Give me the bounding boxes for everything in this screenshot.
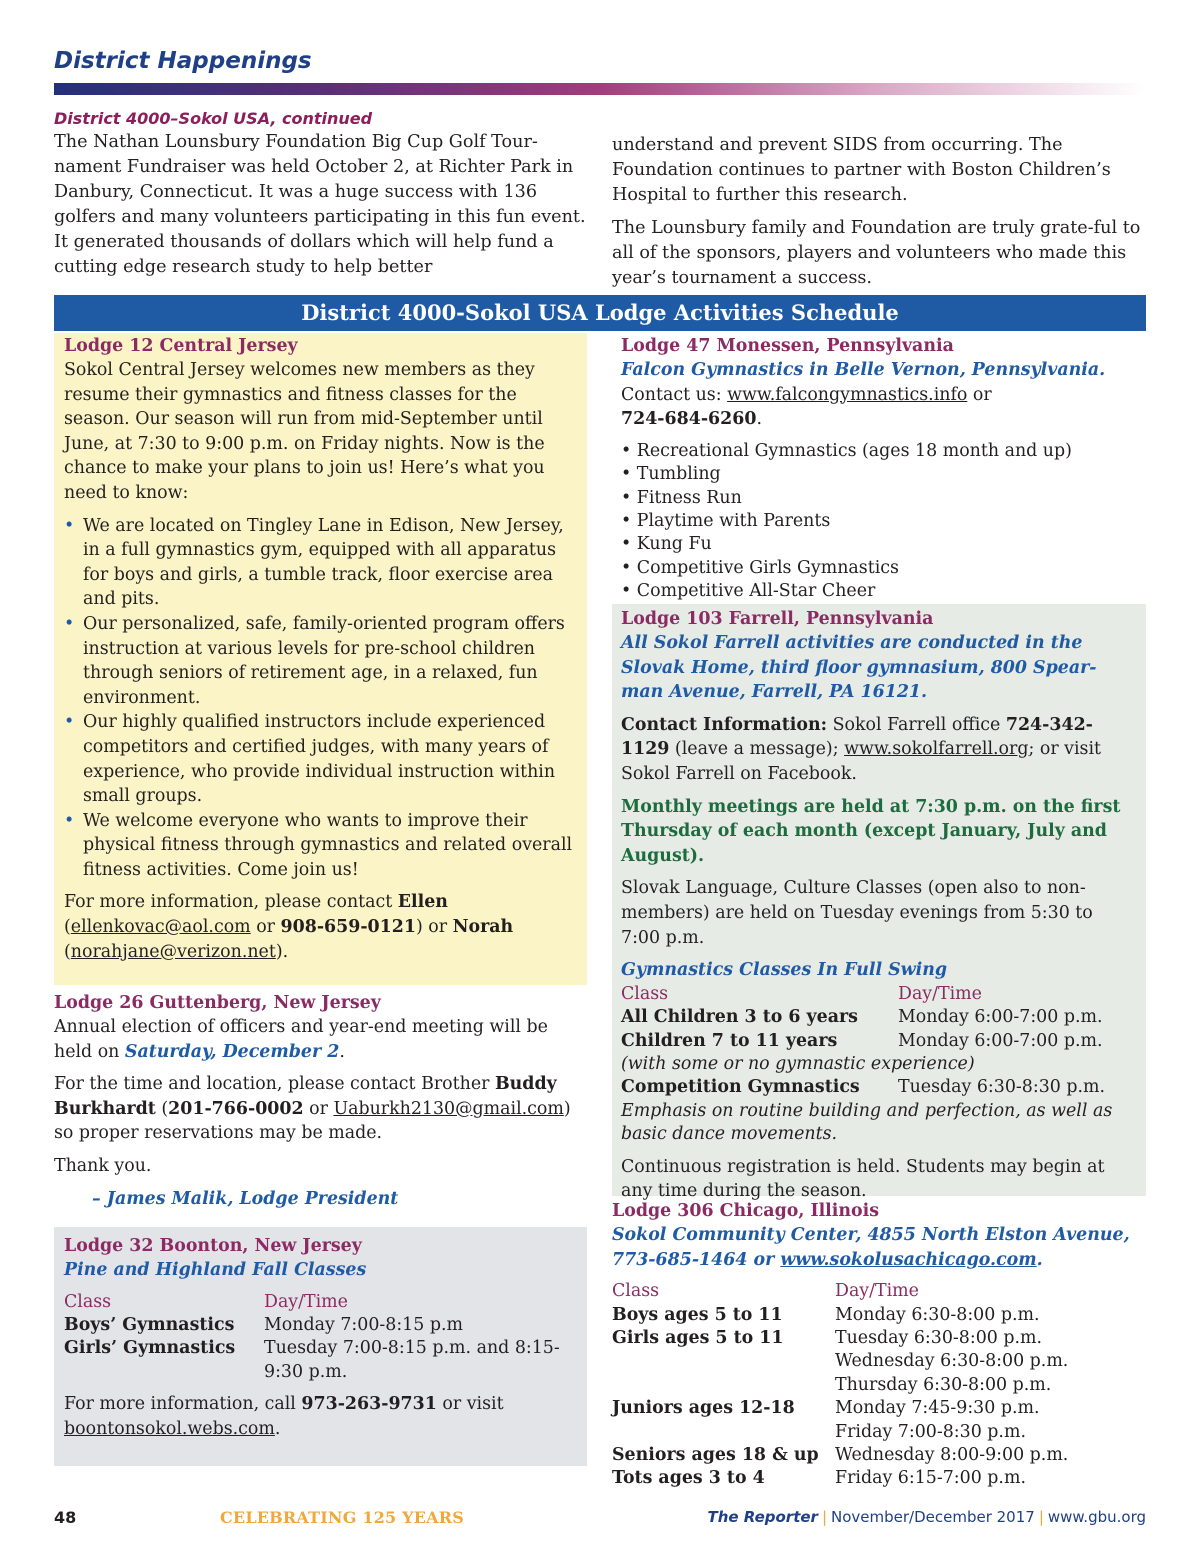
list-item: • Tumbling [621, 463, 1146, 486]
page-number: 48 [54, 1508, 77, 1527]
class-name: Competition Gymnastics [621, 1077, 860, 1098]
contact-label: Contact Information: [621, 714, 828, 735]
contact-text: ) or [415, 917, 453, 938]
phone-number: 724-342-1129 [621, 714, 1093, 760]
email-link[interactable]: norahjane@verizon.net [70, 941, 276, 962]
contact-text: For more information, call [64, 1394, 302, 1415]
lodge47-section [621, 335, 1146, 604]
lodge12-bullets [64, 514, 577, 883]
phone-number: 724-684-6260 [621, 409, 757, 430]
lodge103-subtitle: All Sokol Farrell activities are conducted in the Slovak Home, third floor gymnasium, 800 Spear-man Avenue, Farrell, PA 16121. [621, 633, 1097, 703]
email-link[interactable]: Uaburkh2130@gmail.com [333, 1098, 564, 1119]
lodge103-language: Slovak Language, Culture Classes (open also to non-members) are held on Tuesday evenings from 5:30 to 7:00 p.m. [621, 878, 1093, 948]
lodge32-subtitle: Pine and Highland Fall Classes [64, 1260, 367, 1280]
contact-text: (leave a message); [669, 739, 845, 760]
lodge32-contact [64, 1392, 577, 1441]
issue-date: November/December 2017 [831, 1508, 1035, 1526]
lodge103-gym-title: Gymnastics Classes In Full Swing [621, 960, 948, 981]
lodge12-title: Lodge 12 Central Jersey [64, 336, 298, 356]
contact-text: . [756, 409, 762, 430]
meeting-text: . [339, 1041, 345, 1062]
list-item: • Our personalized, safe, family-oriented program offers instruction at various levels for pre-school children through seniors of retirement age, in a relaxed, fun environment. [64, 612, 577, 710]
intro-subtitle: District 4000–Sokol USA, continued [54, 109, 373, 128]
intro-right-column [612, 133, 1146, 299]
lodge26-title: Lodge 26 Guttenberg, New Jersey [54, 993, 381, 1013]
lodge47-program-list [621, 440, 1146, 604]
lodge306-title: Lodge 306 Chicago, Illinois [612, 1201, 880, 1221]
lodge26-contact: For the time and location, please contact Brother Buddy Burkhardt (201-766-0002 or Uaburkh2130@gmail.com) so proper reservations may be made. [54, 1074, 571, 1144]
meeting-text: Annual election of officers and year-end meeting will be held on [54, 1017, 548, 1062]
intro-left-column [54, 108, 594, 288]
schedule-banner: District 4000-Sokol USA Lodge Activities Schedule [54, 295, 1146, 331]
column-header-time: Day/Time [264, 1291, 348, 1312]
lodge103-meetings: Monthly meetings are held at 7:30 p.m. on the first Thursday of each month (except January, July and August). [621, 796, 1121, 866]
footer-separator: | [821, 1508, 827, 1526]
website-link[interactable]: www.falcongymnastics.info [727, 384, 968, 405]
contact-text: For the time and location, please contact Brother [54, 1074, 495, 1095]
celebrating-tagline: CELEBRATING 125 YEARS [220, 1508, 465, 1527]
contact-text: or [303, 1098, 334, 1119]
class-time: Monday 6:30-8:00 p.m. [835, 1304, 1040, 1325]
lodge12-intro: Sokol Central Jersey welcomes new members as they resume their gymnastics and fitness classes for the season. Our season will run from mid-September until June, at 7:30 to 9:00 p.m. on Friday nights. Now is the chance to make your plans to join us! Here’s what you need to know: [64, 360, 545, 503]
contact-text: or [250, 917, 281, 938]
lodge103-title: Lodge 103 Farrell, Pennsylvania [621, 609, 934, 629]
class-time: Friday 6:15-7:00 p.m. [835, 1468, 1026, 1489]
lodge306-schedule [612, 1280, 1146, 1491]
phone-number: 973-263-9731 [301, 1394, 437, 1415]
contact-text: ) so proper reservations may be made. [54, 1098, 571, 1144]
list-item: • Fitness Run [621, 487, 1146, 510]
footer-separator: | [1038, 1508, 1044, 1526]
class-name: Seniors ages 18 & up [612, 1445, 819, 1466]
class-note: Emphasis on routine building and perfection, as well as basic dance movements. [621, 1100, 1113, 1145]
lodge26-signature: – James Malik, Lodge President [92, 1188, 399, 1209]
list-item: • Kung Fu [621, 533, 1146, 556]
phone-number: 908-659-0121 [280, 917, 416, 938]
lodge32-box [54, 1227, 587, 1466]
list-item: • Competitive All-Star Cheer [621, 580, 1146, 603]
lodge12-contact: For more information, please contact Ellen (ellenkovac@aol.com or 908-659-0121) or Norah (norahjane@verizon.net). [64, 892, 514, 962]
column-header-class: Class [64, 1291, 112, 1312]
intro-paragraph-2: understand and prevent SIDS from occurring. The Foundation continues to partner with Boston Children’s Hospital to further this research. [612, 135, 1111, 205]
address-text: Sokol Community Center, 4855 North Elston Avenue, 773-685-1464 or [612, 1225, 1130, 1270]
class-time: Friday 7:00-8:30 p.m. [835, 1421, 1026, 1442]
lodge47-subtitle: Falcon Gymnastics in Belle Vernon, Pennsylvania. [621, 360, 1106, 380]
class-time: Monday 7:45-9:30 p.m. [835, 1398, 1040, 1419]
website-link[interactable]: www.sokolusachicago.com [780, 1249, 1037, 1270]
contact-name: Ellen [397, 892, 448, 913]
lodge306-subtitle [612, 1223, 1146, 1272]
class-name: All Children 3 to 6 years [621, 1007, 858, 1028]
section-title: District Happenings [54, 48, 312, 74]
class-time: Monday 6:00-7:00 p.m. [898, 1030, 1103, 1051]
contact-name: Norah [452, 917, 514, 938]
class-time: Tuesday 6:30-8:30 p.m. [898, 1077, 1106, 1098]
intro-paragraph-1: The Nathan Lounsbury Foundation Big Cup Golf Tour-nament Fundraiser was held October 2, at Richter Park in Danbury, Connecticut. It was a huge success with 136 golfers and many volunteers participating in this fun event. It generated thousands of dollars which will help fund a cutting edge research study to help better [54, 132, 586, 277]
class-time: Monday 6:00-7:00 p.m. [898, 1007, 1103, 1028]
class-time: Tuesday 6:30-8:00 p.m. [835, 1328, 1043, 1348]
class-time: Thursday 6:30-8:00 p.m. [835, 1374, 1052, 1395]
website-link[interactable]: www.sokolfarrell.org [844, 739, 1029, 760]
lodge26-thanks: Thank you. [54, 1155, 152, 1176]
class-note: (with some or no gymnastic experience) [621, 1053, 975, 1074]
contact-text: Contact us: [621, 384, 728, 405]
class-name: Girls’ Gymnastics [64, 1338, 236, 1359]
lodge32-schedule [64, 1291, 577, 1385]
class-time: Wednesday 6:30-8:00 p.m. [835, 1351, 1069, 1372]
header-gradient-bar [54, 83, 1146, 95]
lodge47-title: Lodge 47 Monessen, Pennsylvania [621, 336, 954, 356]
list-item: • We are located on Tingley Lane in Edison, New Jersey, in a full gymnastics gym, equipped with all apparatus for boys and girls, a tumble track, floor exercise area and pits. [64, 514, 577, 612]
contact-text: or [967, 384, 992, 405]
class-time: Tuesday 7:00-8:15 p.m. and 8:15-9:30 p.m. [264, 1338, 560, 1382]
publication-info [707, 1508, 1146, 1526]
column-header-class: Class [621, 983, 669, 1004]
class-name: Girls ages 5 to 11 [612, 1328, 784, 1348]
contact-text: Sokol Farrell office [827, 714, 1006, 735]
class-time: Wednesday 8:00-9:00 p.m. [835, 1445, 1069, 1466]
publication-name: The Reporter [707, 1508, 818, 1526]
lodge32-title: Lodge 32 Boonton, New Jersey [64, 1236, 362, 1256]
list-item: • Competitive Girls Gymnastics [621, 557, 1146, 580]
phone-number: 201-766-0002 [168, 1098, 304, 1119]
column-header-class: Class [612, 1281, 660, 1302]
lodge12-box [54, 333, 587, 985]
class-name: Children 7 to 11 years [621, 1030, 838, 1051]
website-link[interactable]: boontonsokol.webs.com [64, 1418, 275, 1439]
class-time: Monday 7:00-8:15 p.m [264, 1315, 463, 1335]
contact-text: ; or visit Sokol Farrell on Facebook. [621, 739, 1102, 784]
email-link[interactable]: ellenkovac@aol.com [70, 917, 251, 938]
column-header-time: Day/Time [835, 1281, 919, 1302]
website-link[interactable]: www.gbu.org [1047, 1508, 1146, 1526]
list-item: • Playtime with Parents [621, 510, 1146, 533]
contact-text: For more information, please contact [64, 892, 398, 913]
class-name: Juniors ages 12-18 [612, 1398, 795, 1419]
list-item: • Recreational Gymnastics (ages 18 month and up) [621, 440, 1146, 463]
contact-text: . [274, 1418, 281, 1439]
lodge26-meeting [54, 1015, 587, 1064]
intro-paragraph-3: The Lounsbury family and Foundation are truly grate-ful to all of the sponsors, players and volunteers who made this year’s tournament a success. [612, 218, 1141, 288]
contact-text: ). [275, 941, 289, 962]
class-name: Boys ages 5 to 11 [612, 1304, 783, 1325]
contact-text: or visit [436, 1394, 504, 1415]
meeting-date: Saturday, December 2 [124, 1041, 340, 1062]
list-item: • We welcome everyone who wants to improve their physical fitness through gymnastics and related overall fitness activities. Come join us! [64, 809, 577, 883]
column-header-time: Day/Time [898, 983, 982, 1004]
lodge306-section [612, 1200, 1146, 1491]
lodge103-registration: Continuous registration is held. Students may begin at any time during the season. [621, 1156, 1105, 1202]
lodge26-section [54, 992, 587, 1219]
class-name: Boys’ Gymnastics [64, 1315, 235, 1335]
lodge103-contact [621, 713, 1137, 787]
address-text: . [1036, 1249, 1043, 1270]
lodge103-schedule [621, 983, 1137, 1155]
list-item: • Our highly qualified instructors include experienced competitors and certified judges, with many years of experience, who provide individual instruction within small groups. [64, 710, 577, 808]
lodge103-box [612, 604, 1146, 1202]
contact-name: Buddy Burkhardt [54, 1074, 557, 1119]
lodge47-contact [621, 383, 1146, 432]
class-name: Tots ages 3 to 4 [612, 1468, 765, 1489]
